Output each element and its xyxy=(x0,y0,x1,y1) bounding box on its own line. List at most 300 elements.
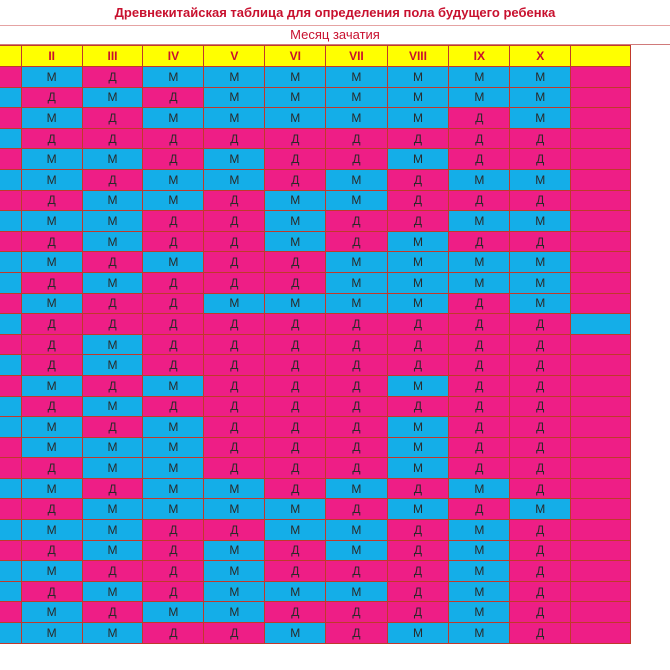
gender-cell-partial xyxy=(571,561,631,582)
gender-cell: М xyxy=(82,231,143,252)
gender-cell: М xyxy=(204,602,265,623)
gender-cell-partial xyxy=(571,623,631,644)
age-cell xyxy=(0,437,21,458)
gender-cell-partial xyxy=(571,437,631,458)
gender-cell: М xyxy=(449,67,510,88)
month-header-cell: VII xyxy=(326,46,387,67)
gender-cell: Д xyxy=(204,375,265,396)
gender-cell: Д xyxy=(204,355,265,376)
gender-cell: М xyxy=(21,623,82,644)
gender-cell: Д xyxy=(21,334,82,355)
gender-cell-partial xyxy=(571,417,631,438)
gender-cell: Д xyxy=(510,623,571,644)
gender-cell-partial xyxy=(571,478,631,499)
gender-cell: М xyxy=(387,67,449,88)
gender-cell: М xyxy=(143,458,204,479)
gender-cell: Д xyxy=(21,458,82,479)
gender-cell: Д xyxy=(510,602,571,623)
gender-cell: Д xyxy=(143,581,204,602)
age-cell xyxy=(0,334,21,355)
table-title: Древнекитайская таблица для определения пола будущего ребенка xyxy=(0,0,670,26)
gender-cell: М xyxy=(143,375,204,396)
gender-cell: М xyxy=(143,169,204,190)
gender-cell: Д xyxy=(82,478,143,499)
gender-cell: Д xyxy=(82,128,143,149)
age-cell xyxy=(0,355,21,376)
gender-cell: М xyxy=(326,520,387,541)
gender-cell: Д xyxy=(82,375,143,396)
gender-cell: М xyxy=(204,169,265,190)
gender-cell: М xyxy=(510,272,571,293)
gender-cell: М xyxy=(21,169,82,190)
gender-cell: М xyxy=(143,499,204,520)
gender-cell-partial xyxy=(571,293,631,314)
gender-cell: Д xyxy=(21,190,82,211)
gender-cell-partial xyxy=(571,211,631,232)
gender-cell: Д xyxy=(326,149,387,170)
month-header-cell xyxy=(571,46,631,67)
age-cell xyxy=(0,478,21,499)
gender-cell-partial xyxy=(571,108,631,129)
age-cell xyxy=(0,87,21,108)
gender-cell: М xyxy=(387,623,449,644)
table-row xyxy=(0,520,631,541)
gender-cell: Д xyxy=(326,396,387,417)
age-cell xyxy=(0,417,21,438)
gender-cell: М xyxy=(82,355,143,376)
gender-cell: М xyxy=(143,437,204,458)
age-cell xyxy=(0,272,21,293)
gender-cell: М xyxy=(265,190,326,211)
gender-cell: Д xyxy=(265,396,326,417)
gender-cell: Д xyxy=(21,231,82,252)
age-cell xyxy=(0,458,21,479)
gender-cell: Д xyxy=(449,314,510,335)
gender-cell: М xyxy=(21,437,82,458)
gender-cell: Д xyxy=(449,355,510,376)
gender-cell-partial xyxy=(571,314,631,335)
age-cell xyxy=(0,375,21,396)
gender-cell: Д xyxy=(449,108,510,129)
gender-cell: Д xyxy=(204,334,265,355)
gender-cell: Д xyxy=(510,458,571,479)
gender-cell: Д xyxy=(143,211,204,232)
gender-cell: Д xyxy=(326,437,387,458)
gender-cell: М xyxy=(21,561,82,582)
age-cell xyxy=(0,581,21,602)
gender-cell: М xyxy=(82,87,143,108)
gender-cell: М xyxy=(449,602,510,623)
gender-cell: Д xyxy=(387,128,449,149)
month-header-cell: IX xyxy=(449,46,510,67)
gender-cell: М xyxy=(21,293,82,314)
age-cell xyxy=(0,520,21,541)
gender-cell: Д xyxy=(82,417,143,438)
gender-cell: М xyxy=(326,478,387,499)
gender-cell: Д xyxy=(510,190,571,211)
gender-cell: М xyxy=(265,520,326,541)
gender-cell: Д xyxy=(143,149,204,170)
gender-cell: Д xyxy=(82,293,143,314)
gender-cell: Д xyxy=(265,437,326,458)
gender-cell: Д xyxy=(449,231,510,252)
gender-cell: Д xyxy=(326,128,387,149)
gender-cell: Д xyxy=(510,375,571,396)
gender-cell: Д xyxy=(326,458,387,479)
gender-cell: Д xyxy=(82,252,143,273)
gender-cell: Д xyxy=(510,437,571,458)
gender-cell: Д xyxy=(265,540,326,561)
age-cell xyxy=(0,396,21,417)
table-row xyxy=(0,272,631,293)
gender-cell: Д xyxy=(143,293,204,314)
gender-cell: Д xyxy=(204,272,265,293)
gender-cell-partial xyxy=(571,272,631,293)
gender-cell: М xyxy=(265,581,326,602)
gender-cell-partial xyxy=(571,520,631,541)
gender-cell: Д xyxy=(204,211,265,232)
age-cell xyxy=(0,602,21,623)
gender-cell: М xyxy=(21,375,82,396)
gender-cell: М xyxy=(449,561,510,582)
gender-cell: Д xyxy=(510,540,571,561)
table-row xyxy=(0,623,631,644)
gender-cell-partial xyxy=(571,581,631,602)
gender-cell: Д xyxy=(510,478,571,499)
gender-cell: Д xyxy=(449,417,510,438)
gender-cell: Д xyxy=(449,293,510,314)
gender-cell: Д xyxy=(510,561,571,582)
gender-cell: Д xyxy=(510,231,571,252)
gender-cell: М xyxy=(326,540,387,561)
gender-cell-partial xyxy=(571,334,631,355)
month-header-cell: VI xyxy=(265,46,326,67)
gender-cell: М xyxy=(82,437,143,458)
gender-cell: Д xyxy=(204,252,265,273)
gender-cell: Д xyxy=(143,334,204,355)
gender-cell: М xyxy=(326,293,387,314)
gender-cell: М xyxy=(82,334,143,355)
age-cell xyxy=(0,252,21,273)
gender-cell: Д xyxy=(387,190,449,211)
gender-cell: Д xyxy=(510,396,571,417)
gender-cell: Д xyxy=(82,561,143,582)
gender-cell: Д xyxy=(326,602,387,623)
gender-cell: М xyxy=(82,540,143,561)
gender-cell: Д xyxy=(82,108,143,129)
table-row xyxy=(0,396,631,417)
gender-cell-partial xyxy=(571,396,631,417)
gender-cell: Д xyxy=(449,334,510,355)
gender-cell: Д xyxy=(387,540,449,561)
gender-cell: Д xyxy=(387,396,449,417)
gender-cell: М xyxy=(387,149,449,170)
gender-cell-partial xyxy=(571,540,631,561)
gender-cell: М xyxy=(21,520,82,541)
gender-cell: Д xyxy=(265,478,326,499)
gender-cell: Д xyxy=(143,314,204,335)
table-row xyxy=(0,211,631,232)
age-cell xyxy=(0,149,21,170)
gender-cell: Д xyxy=(143,520,204,541)
gender-cell: Д xyxy=(143,561,204,582)
gender-cell: Д xyxy=(387,581,449,602)
gender-cell: Д xyxy=(265,169,326,190)
gender-cell: М xyxy=(265,623,326,644)
gender-cell: М xyxy=(326,252,387,273)
gender-cell: М xyxy=(82,520,143,541)
gender-cell: Д xyxy=(387,355,449,376)
table-row xyxy=(0,417,631,438)
age-cell xyxy=(0,128,21,149)
table-row xyxy=(0,314,631,335)
gender-cell-partial xyxy=(571,190,631,211)
month-header-cell: VIII xyxy=(387,46,449,67)
gender-cell: М xyxy=(449,478,510,499)
gender-cell: Д xyxy=(265,272,326,293)
gender-cell: М xyxy=(510,67,571,88)
table-row xyxy=(0,540,631,561)
table-row xyxy=(0,458,631,479)
gender-cell: Д xyxy=(326,375,387,396)
gender-cell: М xyxy=(326,581,387,602)
gender-cell: М xyxy=(449,272,510,293)
gender-cell: Д xyxy=(449,375,510,396)
month-header-row xyxy=(0,46,631,67)
gender-cell-partial xyxy=(571,87,631,108)
gender-cell: Д xyxy=(143,87,204,108)
table-row xyxy=(0,252,631,273)
gender-cell-partial xyxy=(571,149,631,170)
table-row xyxy=(0,478,631,499)
gender-cell: М xyxy=(82,623,143,644)
gender-cell: М xyxy=(204,87,265,108)
gender-cell: Д xyxy=(265,561,326,582)
gender-cell: Д xyxy=(143,355,204,376)
gender-cell: М xyxy=(265,108,326,129)
gender-cell: М xyxy=(387,231,449,252)
gender-cell: Д xyxy=(510,128,571,149)
gender-cell: М xyxy=(21,602,82,623)
age-cell xyxy=(0,190,21,211)
gender-cell: Д xyxy=(143,128,204,149)
gender-cell: М xyxy=(326,108,387,129)
table-row xyxy=(0,87,631,108)
gender-cell: Д xyxy=(204,396,265,417)
gender-cell: М xyxy=(204,67,265,88)
table-row xyxy=(0,581,631,602)
gender-cell: М xyxy=(21,417,82,438)
gender-cell: Д xyxy=(82,169,143,190)
gender-cell: Д xyxy=(204,417,265,438)
gender-cell: М xyxy=(82,581,143,602)
table-row xyxy=(0,355,631,376)
gender-cell: М xyxy=(265,231,326,252)
age-cell xyxy=(0,67,21,88)
gender-cell: Д xyxy=(143,396,204,417)
table-row xyxy=(0,293,631,314)
gender-cell: М xyxy=(204,149,265,170)
table-row xyxy=(0,128,631,149)
gender-cell: Д xyxy=(265,252,326,273)
gender-cell: Д xyxy=(387,169,449,190)
gender-cell: М xyxy=(265,87,326,108)
gender-cell: М xyxy=(21,478,82,499)
gender-cell: М xyxy=(387,108,449,129)
gender-cell: М xyxy=(265,211,326,232)
table-row xyxy=(0,149,631,170)
table-row xyxy=(0,561,631,582)
gender-cell: Д xyxy=(387,602,449,623)
gender-cell-partial xyxy=(571,458,631,479)
gender-cell: М xyxy=(204,293,265,314)
gender-cell: Д xyxy=(265,458,326,479)
gender-cell: М xyxy=(21,252,82,273)
gender-cell: Д xyxy=(387,211,449,232)
gender-cell: Д xyxy=(326,561,387,582)
gender-cell: Д xyxy=(265,314,326,335)
gender-cell: М xyxy=(387,87,449,108)
month-header-cell: X xyxy=(510,46,571,67)
gender-cell: М xyxy=(143,108,204,129)
gender-cell: М xyxy=(143,252,204,273)
gender-cell: Д xyxy=(449,149,510,170)
gender-cell: Д xyxy=(449,396,510,417)
gender-cell: Д xyxy=(387,314,449,335)
gender-cell: Д xyxy=(510,355,571,376)
table-row xyxy=(0,602,631,623)
gender-cell: Д xyxy=(204,458,265,479)
gender-cell-partial xyxy=(571,355,631,376)
age-cell xyxy=(0,561,21,582)
gender-cell: Д xyxy=(449,190,510,211)
gender-cell: М xyxy=(449,211,510,232)
gender-cell-partial xyxy=(571,252,631,273)
gender-cell: Д xyxy=(143,623,204,644)
gender-cell: Д xyxy=(449,437,510,458)
gender-cell: Д xyxy=(21,128,82,149)
age-cell xyxy=(0,169,21,190)
gender-cell: Д xyxy=(510,581,571,602)
gender-cell-partial xyxy=(571,375,631,396)
age-cell xyxy=(0,314,21,335)
age-cell xyxy=(0,108,21,129)
gender-cell: М xyxy=(510,252,571,273)
gender-cell: Д xyxy=(510,417,571,438)
table-row xyxy=(0,169,631,190)
gender-cell: Д xyxy=(510,334,571,355)
month-header-cell: IV xyxy=(143,46,204,67)
gender-cell: Д xyxy=(265,355,326,376)
gender-cell: Д xyxy=(82,314,143,335)
gender-cell: Д xyxy=(326,334,387,355)
gender-cell: М xyxy=(204,478,265,499)
gender-cell: М xyxy=(510,211,571,232)
gender-cell: Д xyxy=(21,314,82,335)
gender-cell: Д xyxy=(82,67,143,88)
gender-cell: Д xyxy=(265,149,326,170)
gender-cell: Д xyxy=(265,375,326,396)
table-row xyxy=(0,499,631,520)
gender-cell: М xyxy=(143,478,204,499)
gender-cell: М xyxy=(143,190,204,211)
gender-cell: Д xyxy=(204,190,265,211)
gender-cell: Д xyxy=(265,128,326,149)
gender-cell: М xyxy=(326,169,387,190)
table-body xyxy=(0,67,631,644)
gender-cell: Д xyxy=(265,602,326,623)
gender-cell: М xyxy=(449,169,510,190)
gender-cell-partial xyxy=(571,67,631,88)
table-row xyxy=(0,437,631,458)
age-cell xyxy=(0,293,21,314)
gender-cell: Д xyxy=(204,314,265,335)
gender-cell: М xyxy=(510,169,571,190)
gender-cell: Д xyxy=(21,540,82,561)
gender-cell: М xyxy=(449,581,510,602)
gender-cell-partial xyxy=(571,169,631,190)
gender-cell: М xyxy=(82,211,143,232)
month-header-cell: III xyxy=(82,46,143,67)
gender-cell: Д xyxy=(21,87,82,108)
table-row xyxy=(0,375,631,396)
gender-cell: М xyxy=(82,272,143,293)
table-row xyxy=(0,108,631,129)
gender-cell: Д xyxy=(326,314,387,335)
gender-cell: Д xyxy=(265,417,326,438)
gender-cell: Д xyxy=(387,520,449,541)
gender-cell: Д xyxy=(326,355,387,376)
gender-cell: Д xyxy=(204,437,265,458)
gender-cell: Д xyxy=(143,540,204,561)
gender-cell: М xyxy=(387,272,449,293)
gender-cell: М xyxy=(82,499,143,520)
gender-cell: Д xyxy=(143,272,204,293)
gender-cell-partial xyxy=(571,499,631,520)
gender-cell: М xyxy=(265,293,326,314)
gender-cell: М xyxy=(21,108,82,129)
gender-cell: Д xyxy=(82,602,143,623)
gender-cell: М xyxy=(387,252,449,273)
gender-cell: Д xyxy=(204,520,265,541)
gender-cell: М xyxy=(82,190,143,211)
month-header-cell: V xyxy=(204,46,265,67)
gender-cell: Д xyxy=(387,334,449,355)
gender-cell: М xyxy=(387,293,449,314)
gender-cell: М xyxy=(143,417,204,438)
gender-table xyxy=(0,45,631,644)
gender-cell: М xyxy=(449,520,510,541)
age-cell xyxy=(0,540,21,561)
gender-cell: М xyxy=(387,375,449,396)
gender-cell: М xyxy=(82,396,143,417)
gender-cell: Д xyxy=(21,581,82,602)
gender-cell: Д xyxy=(510,314,571,335)
gender-cell: М xyxy=(204,108,265,129)
gender-cell: М xyxy=(387,458,449,479)
gender-cell: М xyxy=(21,211,82,232)
age-cell xyxy=(0,499,21,520)
gender-cell: Д xyxy=(326,211,387,232)
gender-cell: М xyxy=(204,561,265,582)
gender-cell: Д xyxy=(326,499,387,520)
gender-cell: М xyxy=(204,581,265,602)
gender-cell: Д xyxy=(326,417,387,438)
gender-cell: М xyxy=(21,67,82,88)
gender-cell: Д xyxy=(143,231,204,252)
gender-cell: Д xyxy=(204,623,265,644)
gender-cell: М xyxy=(265,499,326,520)
